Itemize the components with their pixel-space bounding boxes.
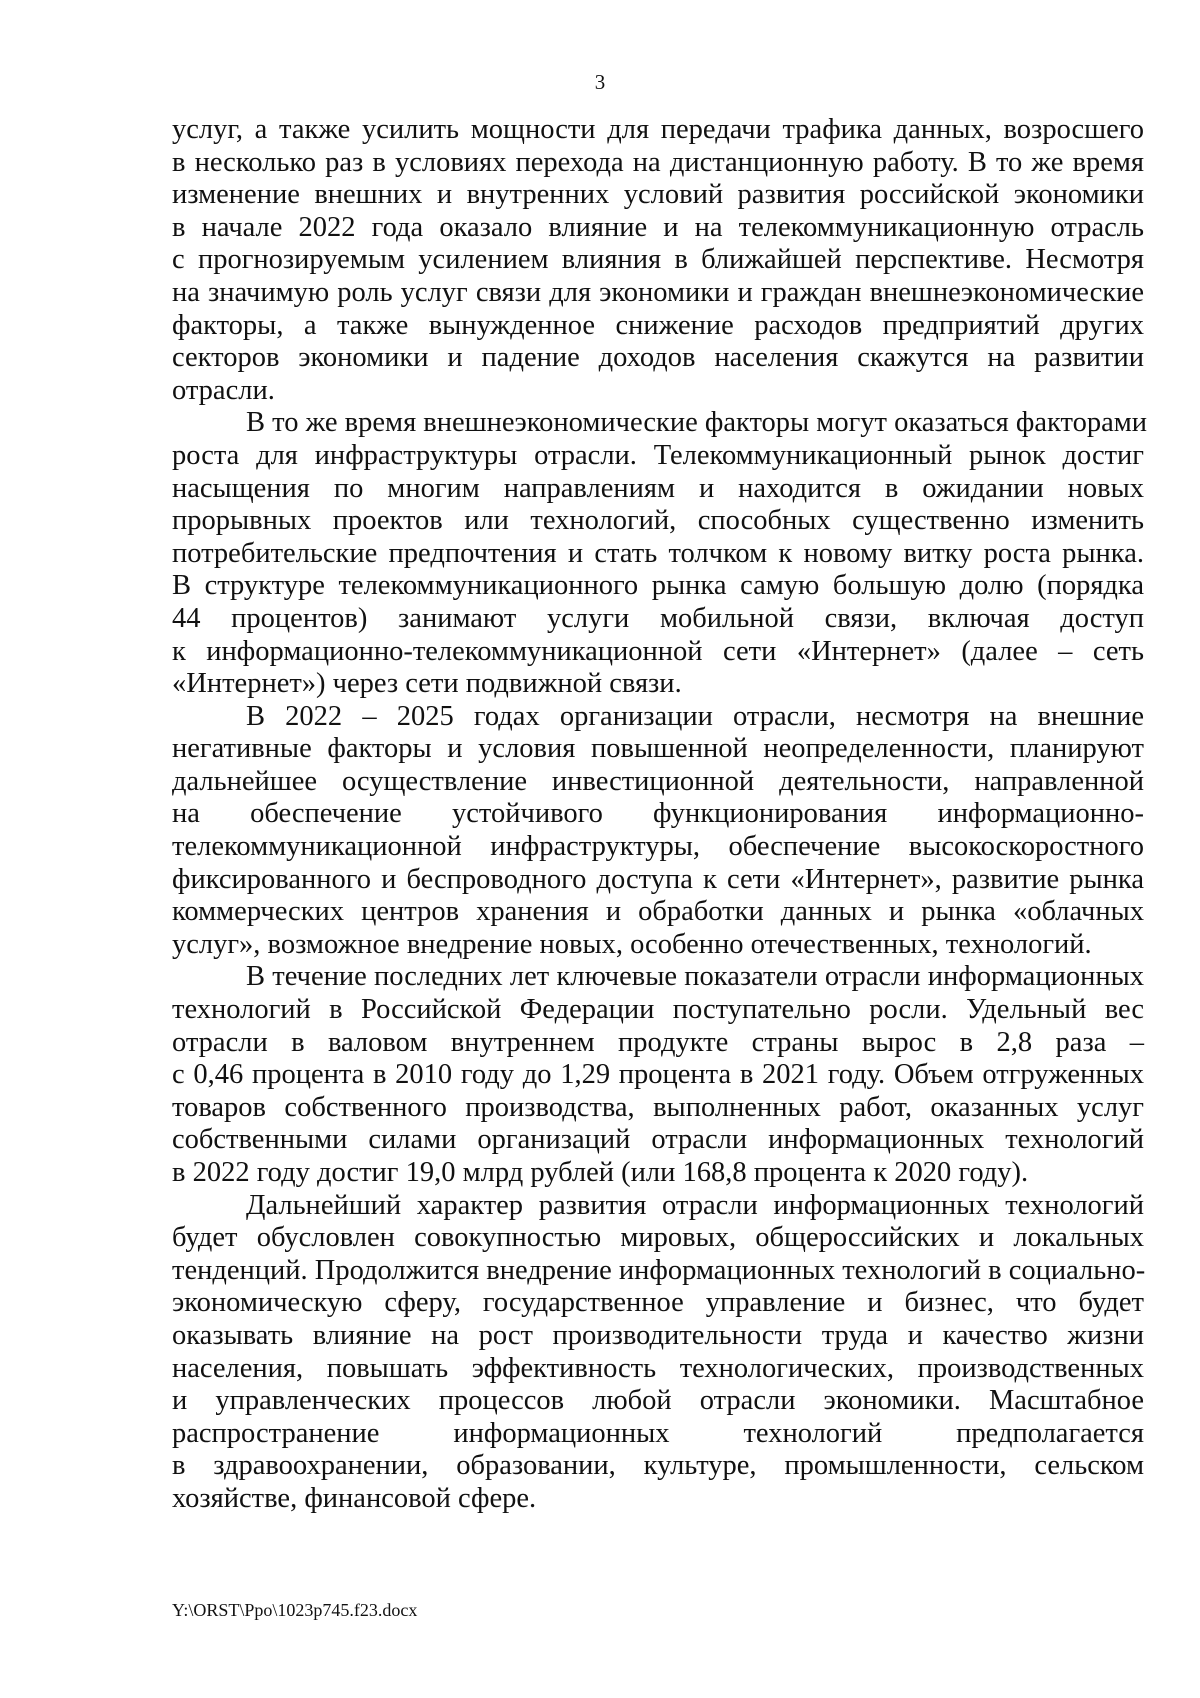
page-number: 3: [594, 70, 606, 94]
text-line: В то же время внешнеэкономические факторы могут оказаться факторами: [246, 407, 1148, 439]
text-line: коммерческих центров хранения и обработки данных и рынка «облачных: [172, 896, 1144, 928]
text-line: оказывать влияние на рост производительности труда и качество жизни: [172, 1319, 1144, 1351]
text-line: потребительские предпочтения и стать толчком к новому витку роста рынка.: [172, 537, 1144, 569]
paragraph: [172, 961, 1144, 1189]
text-line: дальнейшее осуществление инвестиционной деятельности, направленной: [172, 765, 1144, 797]
text-line: и управленческих процессов любой отрасли экономики. Масштабное: [172, 1385, 1144, 1417]
text-line: в здравоохранении, образовании, культуре, промышленности, сельском: [172, 1450, 1144, 1482]
paragraph: [172, 114, 1144, 407]
file-path-footer: Y:\ORST\Ppo\1023p745.f23.docx: [172, 1600, 418, 1620]
text-line: В 2022 – 2025 годах организации отрасли, несмотря на внешние: [246, 700, 1144, 732]
paragraph: [172, 407, 1148, 700]
text-line: насыщения по многим направлениям и находится в ожидании новых: [172, 472, 1144, 504]
text-line: товаров собственного производства, выполненных работ, оказанных услуг: [172, 1091, 1144, 1123]
text-line: к информационно-телекоммуникационной сети «Интернет» (далее – сеть: [172, 635, 1144, 667]
text-line: отрасли в валовом внутреннем продукте страны вырос в 2,8 раза –: [172, 1026, 1144, 1058]
paragraph: [172, 1190, 1144, 1516]
text-line: негативные факторы и условия повышенной неопределенности, планируют: [172, 733, 1144, 765]
text-line: секторов экономики и падение доходов населения скажутся на развитии: [172, 342, 1144, 374]
text-line: услуг», возможное внедрение новых, особенно отечественных, технологий.: [172, 928, 1092, 960]
text-line: телекоммуникационной инфраструктуры, обеспечение высокоскоростного: [172, 831, 1144, 863]
text-line: с 0,46 процента в 2010 году до 1,29 процента в 2021 году. Объем отгруженных: [172, 1059, 1144, 1091]
text-line: изменение внешних и внутренних условий развития российской экономики: [172, 179, 1144, 211]
text-line: фиксированного и беспроводного доступа к сети «Интернет», развитие рынка: [172, 863, 1144, 895]
text-line: в начале 2022 года оказало влияние и на телекоммуникационную отрасль: [172, 211, 1144, 243]
text-line: на значимую роль услуг связи для экономики и граждан внешнеэкономические: [172, 276, 1144, 308]
text-line: 44 процентов) занимают услуги мобильной связи, включая доступ: [172, 602, 1144, 634]
text-line: Дальнейший характер развития отрасли информационных технологий: [246, 1189, 1144, 1221]
text-line: распространение информационных технологий предполагается: [172, 1417, 1144, 1449]
paragraph: [172, 701, 1144, 962]
text-line: тенденций. Продолжится внедрение информационных технологий в социально-: [172, 1254, 1146, 1286]
text-line: на обеспечение устойчивого функционирования информационно-: [172, 798, 1144, 830]
text-line: «Интернет») через сети подвижной связи.: [172, 668, 682, 700]
text-line: в несколько раз в условиях перехода на дистанционную работу. В то же время: [172, 146, 1144, 178]
text-line: экономическую сферу, государственное управление и бизнес, что будет: [172, 1287, 1144, 1319]
text-line: услуг, а также усилить мощности для передачи трафика данных, возросшего: [172, 114, 1144, 145]
document-body: [172, 114, 1148, 1516]
text-line: с прогнозируемым усилением влияния в ближайшей перспективе. Несмотря: [172, 244, 1144, 276]
text-line: факторы, а также вынужденное снижение расходов предприятий других: [172, 309, 1144, 341]
text-line: прорывных проектов или технологий, способных существенно изменить: [172, 505, 1144, 537]
text-line: отрасли.: [172, 374, 275, 406]
text-line: населения, повышать эффективность технологических, производственных: [172, 1352, 1144, 1384]
text-line: В структуре телекоммуникационного рынка самую большую долю (порядка: [172, 570, 1144, 602]
text-line: в 2022 году достиг 19,0 млрд рублей (или 168,8 процента к 2020 году).: [172, 1157, 1029, 1188]
text-line: В течение последних лет ключевые показатели отрасли информационных: [246, 961, 1144, 993]
text-line: роста для инфраструктуры отрасли. Телекоммуникационный рынок достиг: [172, 439, 1144, 471]
text-line: будет обусловлен совокупностью мировых, общероссийских и локальных: [172, 1222, 1144, 1254]
text-line: хозяйстве, финансовой сфере.: [172, 1482, 537, 1514]
text-line: технологий в Российской Федерации поступательно росли. Удельный вес: [172, 994, 1144, 1026]
text-line: собственными силами организаций отрасли информационных технологий: [172, 1124, 1144, 1156]
